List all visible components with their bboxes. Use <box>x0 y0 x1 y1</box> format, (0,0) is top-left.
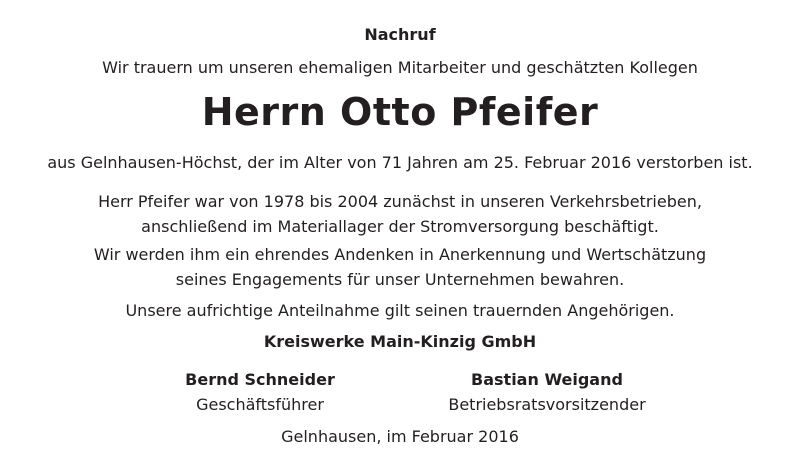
company-name: Kreiswerke Main-Kinzig GmbH <box>263 332 537 351</box>
signatory-name: Bastian Weigand <box>471 370 623 389</box>
paragraph-line: anschließend im Materiallager der Stromversorgung beschäftigt. <box>141 217 659 236</box>
deceased-name: Herrn Otto Pfeifer <box>201 90 599 134</box>
paragraph-line: Wir werden ihm ein ehrendes Andenken in Anerkennung und Wertschätzung <box>93 245 707 264</box>
details-text: aus Gelnhausen-Höchst, der im Alter von 71 Jahren am 25. Februar 2016 verstorben ist. <box>47 153 753 172</box>
place-date: Gelnhausen, im Februar 2016 <box>281 427 519 446</box>
signatory-name: Bernd Schneider <box>185 370 335 389</box>
intro-text: Wir trauern um unseren ehemaligen Mitarbeiter und geschätzten Kollegen <box>102 58 698 77</box>
paragraph-line: seines Engagements für unser Unternehmen bewahren. <box>175 270 625 289</box>
heading: Nachruf <box>364 25 436 44</box>
paragraph-line: Unsere aufrichtige Anteilnahme gilt seinen trauernden Angehörigen. <box>125 301 675 320</box>
signatory-role: Geschäftsführer <box>196 395 324 414</box>
signatory-role: Betriebsratsvorsitzender <box>448 395 646 414</box>
paragraph-line: Herr Pfeifer war von 1978 bis 2004 zunächst in unseren Verkehrsbetrieben, <box>98 192 702 211</box>
